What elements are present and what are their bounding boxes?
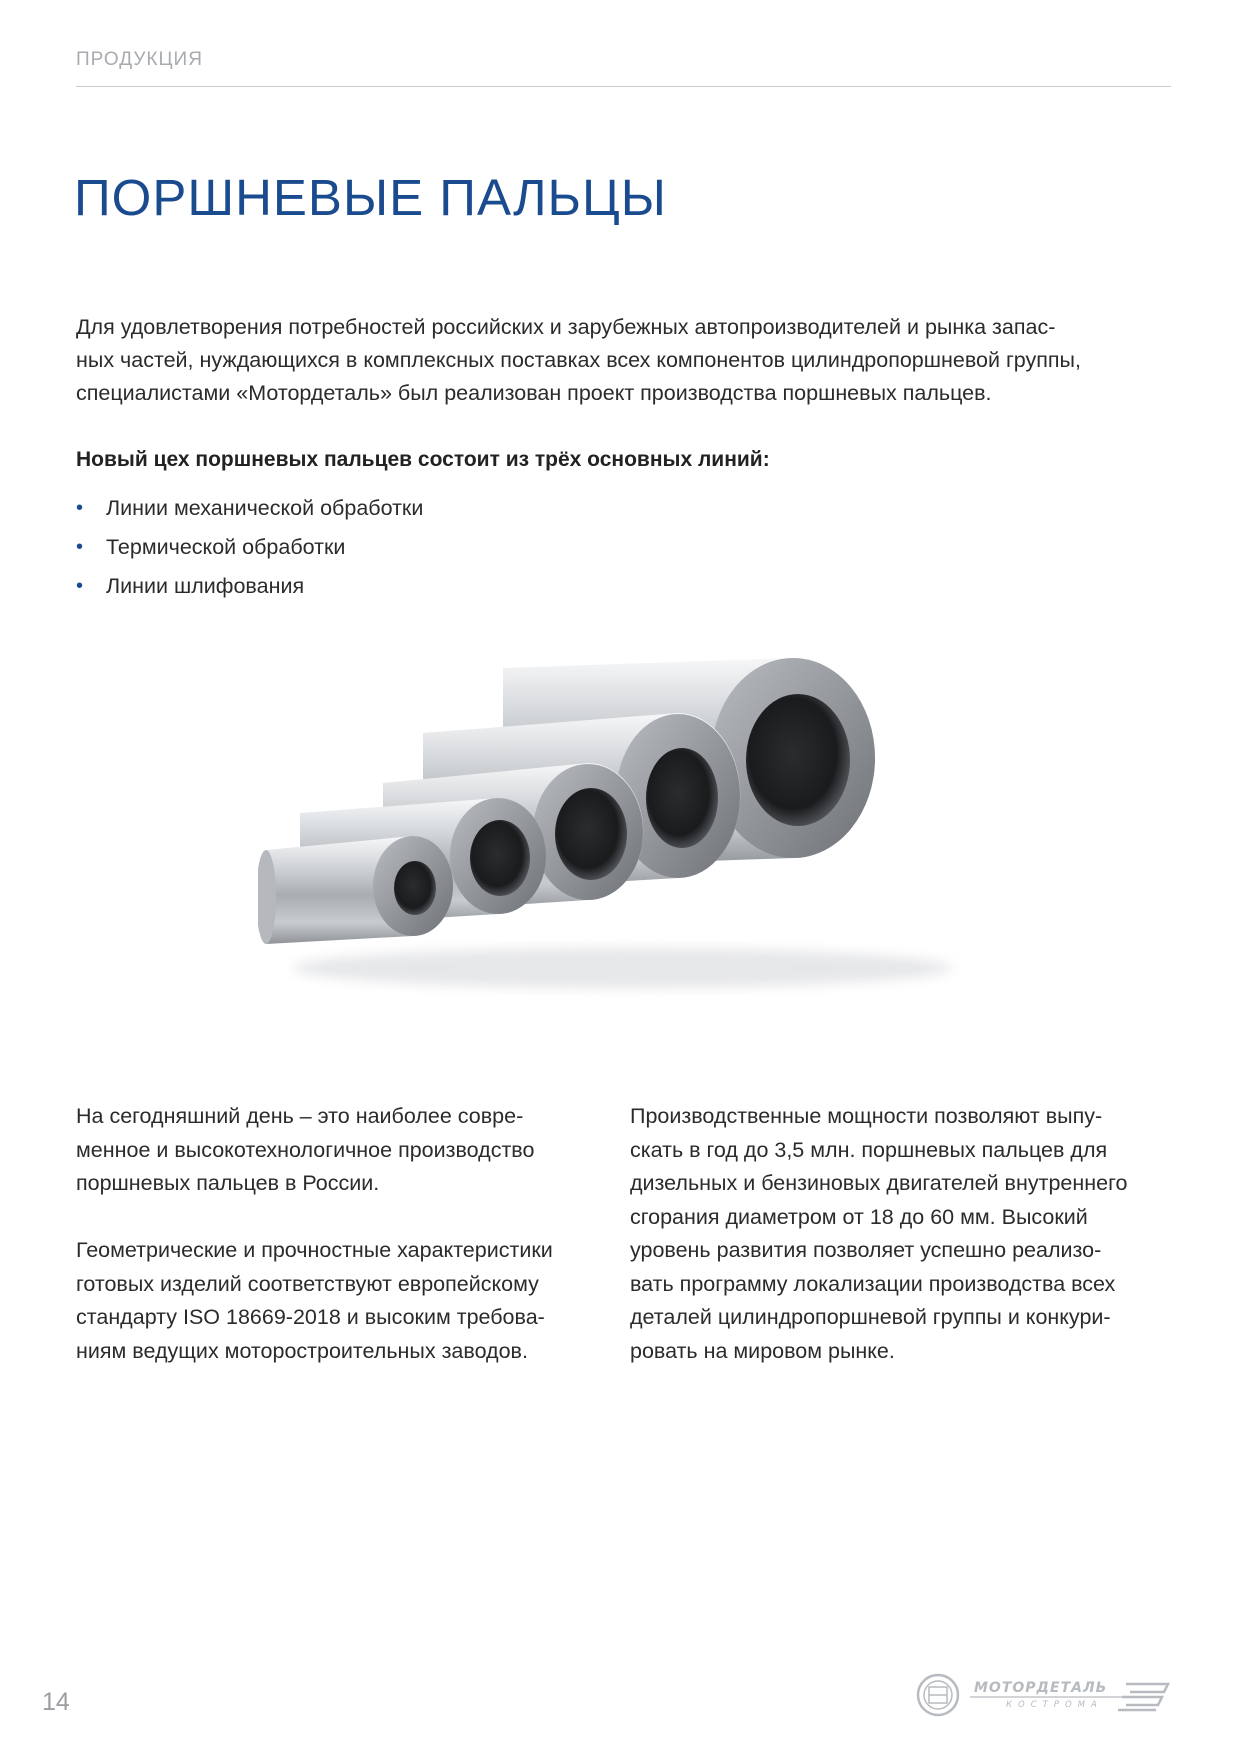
bullet-dot-icon: • <box>76 575 84 597</box>
header-divider <box>76 86 1171 87</box>
logo-wordmark: МОТОРДЕТАЛЬ <box>974 1680 1108 1696</box>
lines-list <box>76 489 423 606</box>
section-label: ПРОДУКЦИЯ <box>76 49 203 70</box>
text-line: ниям ведущих моторостроительных заводов. <box>76 1338 528 1363</box>
text-line: На сегодняшний день – это наиболее совре- <box>76 1104 524 1128</box>
piston-pin <box>258 836 453 944</box>
list-item: • Линии шлифования <box>76 567 423 606</box>
text-line: сгорания диаметром от 18 до 60 мм. Высокий <box>630 1204 1088 1229</box>
text-line: менное и высокотехнологичное производство <box>76 1137 535 1162</box>
text-line: уровень развития позволяет успешно реализо- <box>630 1238 1102 1262</box>
left-column <box>76 1100 596 1368</box>
text-line: готовых изделий соответствуют европейскому <box>76 1271 539 1296</box>
text-line: скать в год до 3,5 млн. поршневых пальцев для <box>630 1137 1108 1162</box>
bullet-dot-icon: • <box>76 536 84 558</box>
logo-city: КОСТРОМА <box>1006 1700 1103 1710</box>
intro-line: специалистами «Мотордеталь» был реализован проект производства поршневых пальцев. <box>76 381 992 405</box>
text-line: поршневых пальцев в России. <box>76 1171 380 1195</box>
paragraph-gap <box>76 1201 596 1235</box>
text-line: вать программу локализации производства всех <box>630 1271 1116 1296</box>
intro-line: ных частей, нуждающихся в комплексных поставках всех компонентов цилиндропоршневой группы, <box>76 348 1081 372</box>
text-line: дизельных и бензиновых двигателей внутреннего <box>630 1171 1128 1195</box>
piston-pins-photo <box>258 638 988 1010</box>
right-column <box>630 1100 1150 1368</box>
text-line: Геометрические и прочностные характеристики <box>76 1238 553 1262</box>
page-number: 14 <box>42 1688 70 1716</box>
text-line: стандарту ISO 18669-2018 и высоким требова- <box>76 1305 545 1329</box>
text-line: ровать на мировом рынке. <box>630 1338 895 1363</box>
list-item: • Линии механической обработки <box>76 489 423 528</box>
bullet-dot-icon: • <box>76 497 84 519</box>
page-title: ПОРШНЕВЫЕ ПАЛЬЦЫ <box>74 169 667 226</box>
text-line: деталей цилиндропоршневой группы и конкури- <box>630 1305 1111 1329</box>
text-line: Производственные мощности позволяют выпу- <box>630 1104 1103 1128</box>
intro-paragraph <box>76 311 1176 410</box>
intro-line: Для удовлетворения потребностей российских и зарубежных автопроизводителей и рынка запас- <box>76 315 1056 339</box>
lines-heading: Новый цех поршневых пальцев состоит из трёх основных линий: <box>76 448 770 471</box>
list-item: • Термической обработки <box>76 528 423 567</box>
company-logo <box>914 1670 1194 1720</box>
